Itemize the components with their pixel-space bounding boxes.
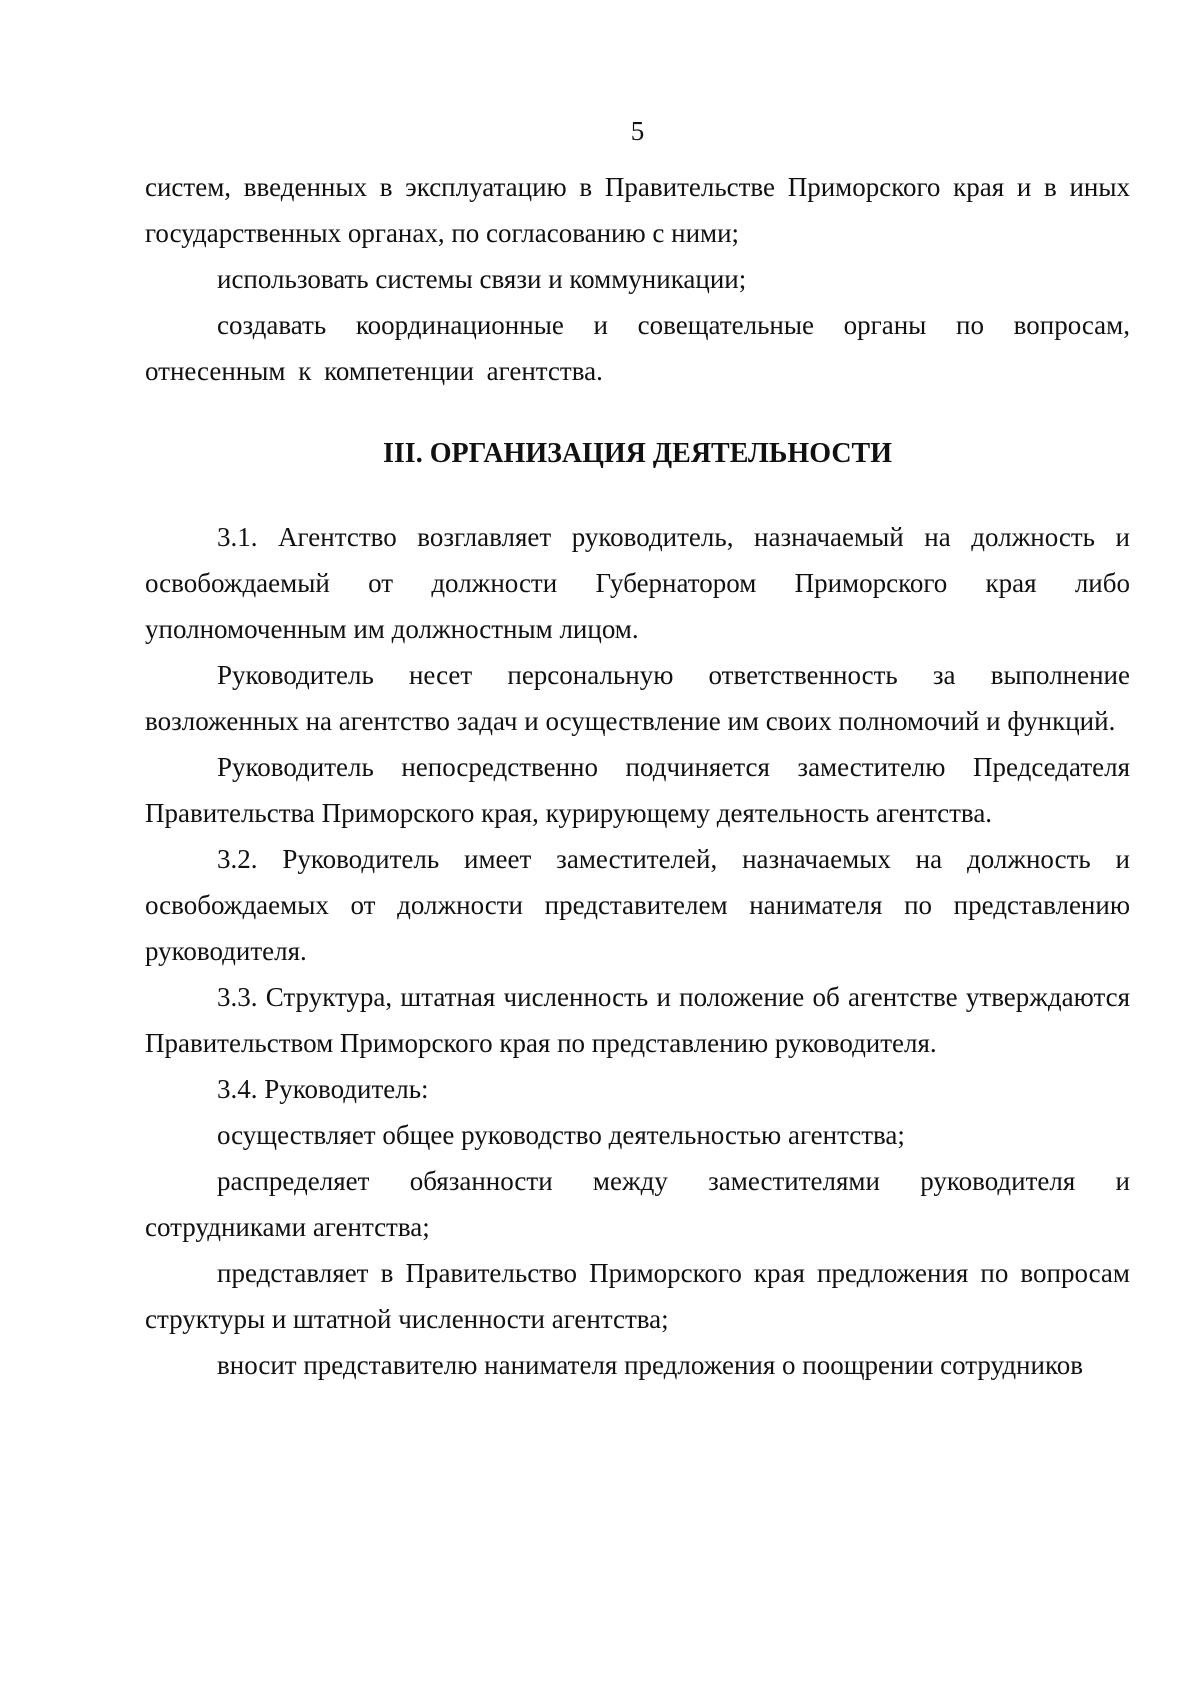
paragraph-3-4: 3.4. Руководитель: [217, 1074, 429, 1104]
paragraph-3-3: 3.3. Структура, штатная численность и положение об агентстве утверждаются Правительством Приморского края по представлению руководителя. [145, 982, 1130, 1058]
document-body [145, 164, 1130, 1388]
paragraph-use-communications: использовать системы связи и коммуникации; [217, 264, 747, 294]
paragraph-general-management: осуществляет общее руководство деятельностью агентства; [217, 1120, 905, 1150]
paragraph-encouragement: вносит представителю нанимателя предложения о поощрении сотрудников [217, 1350, 1083, 1380]
paragraph-head-responsibility: Руководитель несет персональную ответственность за выполнение возложенных на агентство задач и осуществление им своих полномочий и функций. [145, 660, 1130, 736]
paragraph-systems-introduced: систем, введенных в эксплуатацию в Правительстве Приморского края и в иных государственных органах, по согласованию с ними; [145, 172, 1130, 248]
paragraph-submits-proposals: представляет в Правительство Приморского края предложения по вопросам структуры и штатной численности агентства; [145, 1258, 1130, 1334]
paragraph-distributes-duties: распределяет обязанности между заместителями руководителя и сотрудниками агентства; [145, 1166, 1130, 1242]
paragraph-head-subordination: Руководитель непосредственно подчиняется заместителю Председателя Правительства Приморского края, курирующему деятельность агентства. [145, 752, 1130, 828]
page-number: 5 [630, 116, 645, 146]
paragraph-create-bodies: создавать координационные и совещательные органы по вопросам, отнесенным к компетенции агентства. [145, 310, 1130, 386]
document-page [145, 0, 1130, 1696]
paragraph-3-1: 3.1. Агентство возглавляет руководитель, назначаемый на должность и освобождаемый от должности Губернатором Приморского края либо уполномоченным им должностным лицом. [145, 522, 1130, 644]
section-heading: III. ОРГАНИЗАЦИЯ ДЕЯТЕЛЬНОСТИ [383, 438, 892, 469]
paragraph-3-2: 3.2. Руководитель имеет заместителей, назначаемых на должность и освобождаемых от должности представителем нанимателя по представлению руководителя. [145, 844, 1130, 966]
